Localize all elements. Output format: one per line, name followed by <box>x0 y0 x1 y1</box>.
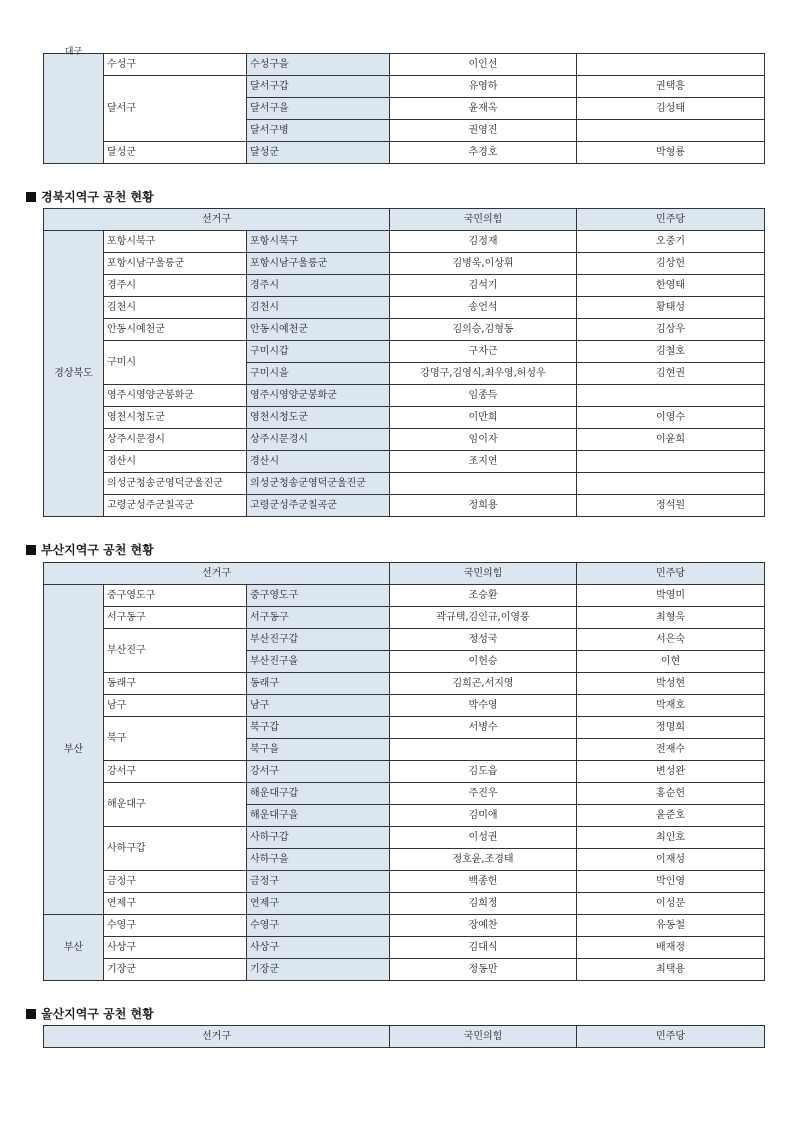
gyeongbuk-section-title <box>26 189 154 205</box>
square-bullet-icon <box>26 545 36 555</box>
ppp-candidate-cell: 주진우 <box>390 783 577 805</box>
constituency-cell: 사하구을 <box>247 849 390 871</box>
constituency-cell: 의성군청송군영덕군울진군 <box>247 473 390 495</box>
constituency-cell: 영천시청도군 <box>247 407 390 429</box>
constituency-cell: 부산진구갑 <box>247 629 390 651</box>
constituency-cell: 연제구 <box>247 893 390 915</box>
constituency-cell: 고령군성주군칠곡군 <box>247 495 390 517</box>
daegu-table <box>43 47 765 164</box>
dp-candidate-cell: 홍순헌 <box>577 783 765 805</box>
constituency-cell: 부산진구을 <box>247 651 390 673</box>
district-cell: 남구 <box>104 695 247 717</box>
constituency-cell: 경주시 <box>247 275 390 297</box>
ppp-candidate-cell: 조지연 <box>390 451 577 473</box>
constituency-cell: 달서구갑 <box>247 76 390 98</box>
dp-candidate-cell: 전재수 <box>577 739 765 761</box>
district-cell: 연제구 <box>104 893 247 915</box>
constituency-cell: 사상구 <box>247 937 390 959</box>
square-bullet-icon <box>26 192 36 202</box>
ppp-candidate-cell: 권영진 <box>390 120 577 142</box>
constituency-cell: 김천시 <box>247 297 390 319</box>
ppp-candidate-cell: 서병수 <box>390 717 577 739</box>
ppp-candidate-cell: 임이자 <box>390 429 577 451</box>
dp-candidate-cell <box>577 54 765 76</box>
district-cell: 상주시문경시 <box>104 429 247 451</box>
constituency-cell: 해운대구갑 <box>247 783 390 805</box>
district-cell: 달성군 <box>104 142 247 164</box>
ppp-candidate-cell: 임종득 <box>390 385 577 407</box>
ppp-candidate-cell: 정호윤,조경태 <box>390 849 577 871</box>
dp-candidate-cell: 최형욱 <box>577 607 765 629</box>
ppp-candidate-cell <box>390 739 577 761</box>
district-cell: 동래구 <box>104 673 247 695</box>
section-title-text: 경북지역구 공천 현황 <box>41 190 154 204</box>
district-cell: 고령군성주군칠곡군 <box>104 495 247 517</box>
table-header-row <box>44 1026 765 1048</box>
district-cell: 부산진구 <box>104 629 247 673</box>
table-header-row <box>44 563 765 585</box>
header-constituency: 선거구 <box>44 209 390 231</box>
ppp-candidate-cell: 정희용 <box>390 495 577 517</box>
ppp-candidate-cell: 강명구,김영식,최우영,허성우 <box>390 363 577 385</box>
district-cell: 안동시예천군 <box>104 319 247 341</box>
ppp-candidate-cell: 정성국 <box>390 629 577 651</box>
district-cell: 강서구 <box>104 761 247 783</box>
ppp-candidate-cell: 유영하 <box>390 76 577 98</box>
dp-candidate-cell: 이영수 <box>577 407 765 429</box>
dp-candidate-cell: 서은숙 <box>577 629 765 651</box>
dp-candidate-cell: 윤준호 <box>577 805 765 827</box>
constituency-cell: 구미시갑 <box>247 341 390 363</box>
ppp-candidate-cell: 김의승,김형동 <box>390 319 577 341</box>
dp-candidate-cell: 박영미 <box>577 585 765 607</box>
constituency-cell: 달성군 <box>247 142 390 164</box>
dp-candidate-cell: 김철호 <box>577 341 765 363</box>
constituency-cell: 북구갑 <box>247 717 390 739</box>
ppp-candidate-cell <box>390 473 577 495</box>
ppp-candidate-cell: 이인선 <box>390 54 577 76</box>
constituency-cell: 영주시영양군봉화군 <box>247 385 390 407</box>
ppp-candidate-cell: 김대식 <box>390 937 577 959</box>
constituency-cell: 중구영도구 <box>247 585 390 607</box>
ppp-candidate-cell: 추경호 <box>390 142 577 164</box>
dp-candidate-cell: 이현 <box>577 651 765 673</box>
district-cell: 달서구 <box>104 76 247 142</box>
constituency-cell: 달서구병 <box>247 120 390 142</box>
ppp-candidate-cell: 구자근 <box>390 341 577 363</box>
dp-candidate-cell: 최인호 <box>577 827 765 849</box>
constituency-cell: 기장군 <box>247 959 390 981</box>
square-bullet-icon <box>26 1009 36 1019</box>
dp-candidate-cell: 최택용 <box>577 959 765 981</box>
header-dp: 민주당 <box>577 1026 765 1048</box>
region-cell: 부산 <box>44 915 104 981</box>
header-ppp: 국민의힘 <box>390 563 577 585</box>
dp-candidate-cell: 김상우 <box>577 319 765 341</box>
constituency-cell: 구미시을 <box>247 363 390 385</box>
district-cell: 수성구 <box>104 54 247 76</box>
ppp-candidate-cell: 윤재옥 <box>390 98 577 120</box>
ppp-candidate-cell: 송언석 <box>390 297 577 319</box>
dp-candidate-cell: 배재정 <box>577 937 765 959</box>
dp-candidate-cell <box>577 385 765 407</box>
dp-candidate-cell: 이재성 <box>577 849 765 871</box>
constituency-cell: 상주시문경시 <box>247 429 390 451</box>
dp-candidate-cell: 권택흥 <box>577 76 765 98</box>
ppp-candidate-cell: 김미애 <box>390 805 577 827</box>
dp-candidate-cell <box>577 473 765 495</box>
gyeongbuk-table <box>43 208 765 517</box>
ulsan-table <box>43 1025 765 1048</box>
constituency-cell: 안동시예천군 <box>247 319 390 341</box>
district-cell: 북구 <box>104 717 247 761</box>
dp-candidate-cell: 오중기 <box>577 231 765 253</box>
dp-candidate-cell: 김상헌 <box>577 253 765 275</box>
dp-candidate-cell: 한영태 <box>577 275 765 297</box>
dp-candidate-cell: 이윤희 <box>577 429 765 451</box>
ppp-candidate-cell: 곽규택,김인규,이영풍 <box>390 607 577 629</box>
header-dp: 민주당 <box>577 563 765 585</box>
district-cell: 의성군청송군영덕군울진군 <box>104 473 247 495</box>
header-ppp: 국민의힘 <box>390 1026 577 1048</box>
district-cell: 기장군 <box>104 959 247 981</box>
dp-candidate-cell: 박인영 <box>577 871 765 893</box>
dp-candidate-cell: 정명희 <box>577 717 765 739</box>
constituency-cell: 금정구 <box>247 871 390 893</box>
constituency-cell: 북구을 <box>247 739 390 761</box>
dp-candidate-cell: 김성태 <box>577 98 765 120</box>
ppp-candidate-cell: 김도읍 <box>390 761 577 783</box>
district-cell: 사상구 <box>104 937 247 959</box>
dp-candidate-cell: 이성문 <box>577 893 765 915</box>
district-cell: 해운대구 <box>104 783 247 827</box>
ppp-candidate-cell: 김병욱,이상휘 <box>390 253 577 275</box>
ppp-candidate-cell: 김정재 <box>390 231 577 253</box>
header-constituency: 선거구 <box>44 563 390 585</box>
ppp-candidate-cell: 박수영 <box>390 695 577 717</box>
region-cell <box>44 47 104 164</box>
ppp-candidate-cell: 정동만 <box>390 959 577 981</box>
ulsan-section-title <box>26 1006 154 1022</box>
district-cell: 포항시북구 <box>104 231 247 253</box>
ppp-candidate-cell: 김희정 <box>390 893 577 915</box>
constituency-cell: 포항시남구울릉군 <box>247 253 390 275</box>
ppp-candidate-cell: 조승환 <box>390 585 577 607</box>
ppp-candidate-cell: 이헌승 <box>390 651 577 673</box>
dp-candidate-cell: 김현권 <box>577 363 765 385</box>
constituency-cell: 포항시북구 <box>247 231 390 253</box>
ppp-candidate-cell: 이만희 <box>390 407 577 429</box>
constituency-cell: 동래구 <box>247 673 390 695</box>
dp-candidate-cell: 변성완 <box>577 761 765 783</box>
district-cell: 영주시영양군봉화군 <box>104 385 247 407</box>
busan-table <box>43 562 765 981</box>
dp-candidate-cell <box>577 451 765 473</box>
ppp-candidate-cell: 장예찬 <box>390 915 577 937</box>
constituency-cell: 남구 <box>247 695 390 717</box>
header-dp: 민주당 <box>577 209 765 231</box>
constituency-cell: 서구동구 <box>247 607 390 629</box>
district-cell: 중구영도구 <box>104 585 247 607</box>
dp-candidate-cell: 박형룡 <box>577 142 765 164</box>
district-cell: 금정구 <box>104 871 247 893</box>
ppp-candidate-cell: 김석기 <box>390 275 577 297</box>
constituency-cell: 경산시 <box>247 451 390 473</box>
district-cell: 수영구 <box>104 915 247 937</box>
district-cell: 경주시 <box>104 275 247 297</box>
header-constituency: 선거구 <box>44 1026 390 1048</box>
district-cell: 사하구갑 <box>104 827 247 871</box>
dp-candidate-cell: 박성현 <box>577 673 765 695</box>
ppp-candidate-cell: 김희곤,서지영 <box>390 673 577 695</box>
district-cell: 영천시청도군 <box>104 407 247 429</box>
district-cell: 구미시 <box>104 341 247 385</box>
ppp-candidate-cell: 이성권 <box>390 827 577 849</box>
dp-candidate-cell: 유동철 <box>577 915 765 937</box>
constituency-cell: 수성구을 <box>247 54 390 76</box>
header-ppp: 국민의힘 <box>390 209 577 231</box>
dp-candidate-cell <box>577 120 765 142</box>
section-title-text: 울산지역구 공천 현황 <box>41 1007 154 1021</box>
constituency-cell: 해운대구을 <box>247 805 390 827</box>
table-header-row <box>44 209 765 231</box>
district-cell: 김천시 <box>104 297 247 319</box>
dp-candidate-cell: 황태성 <box>577 297 765 319</box>
dp-candidate-cell: 박재호 <box>577 695 765 717</box>
dp-candidate-cell: 정석원 <box>577 495 765 517</box>
district-cell: 서구동구 <box>104 607 247 629</box>
constituency-cell: 달서구을 <box>247 98 390 120</box>
busan-section-title <box>26 542 154 558</box>
region-label: 대구 <box>64 47 83 57</box>
region-cell: 경상북도 <box>44 231 104 517</box>
region-cell: 부산 <box>44 585 104 915</box>
constituency-cell: 사하구갑 <box>247 827 390 849</box>
constituency-cell: 강서구 <box>247 761 390 783</box>
section-title-text: 부산지역구 공천 현황 <box>41 543 154 557</box>
constituency-cell: 수영구 <box>247 915 390 937</box>
district-cell: 포항시남구울릉군 <box>104 253 247 275</box>
district-cell: 경산시 <box>104 451 247 473</box>
ppp-candidate-cell: 백종헌 <box>390 871 577 893</box>
